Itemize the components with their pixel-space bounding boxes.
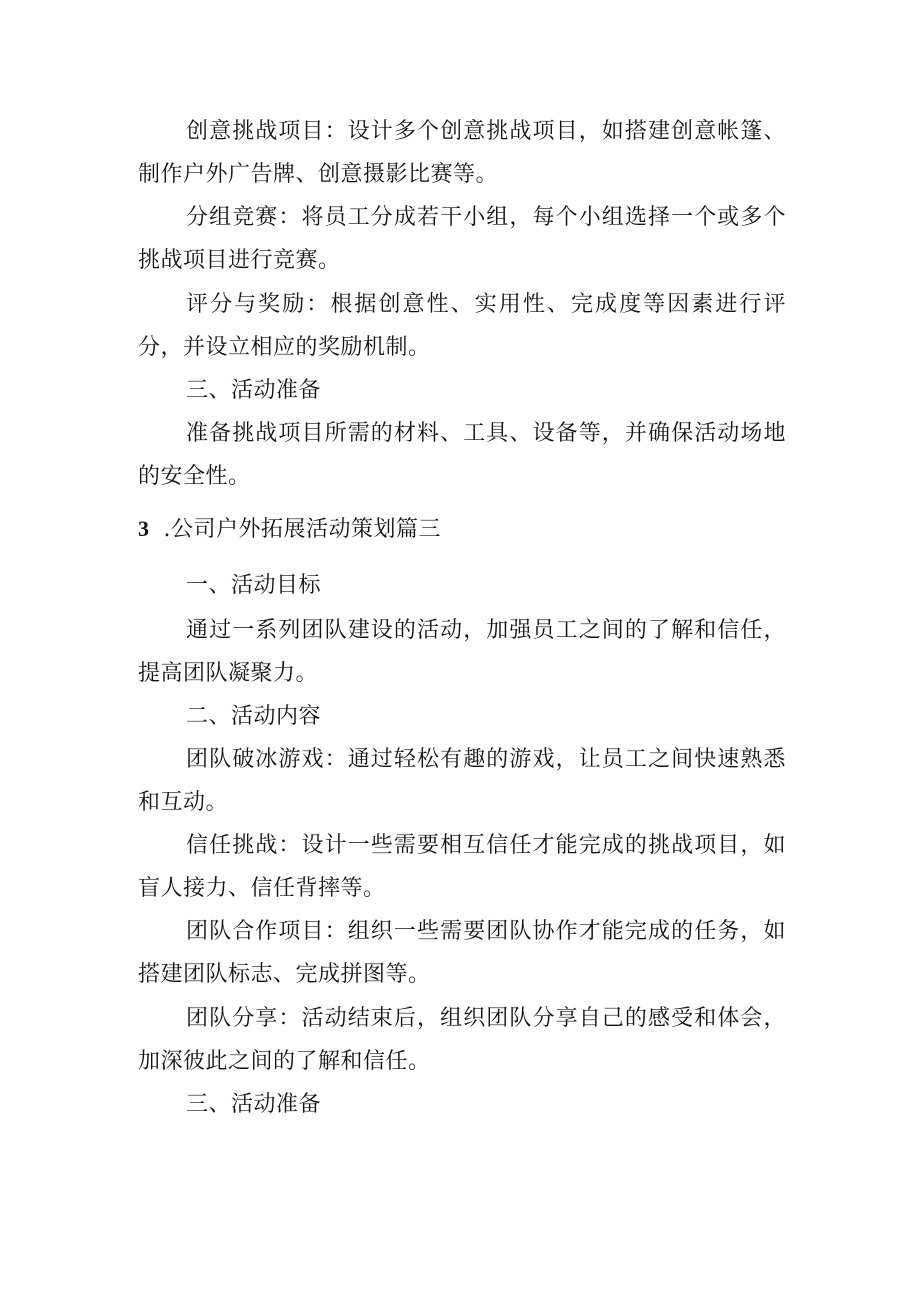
section-title: .公司户外拓展活动策划篇三 <box>163 517 441 542</box>
paragraph-preparation-materials: 准备挑战项目所需的材料、工具、设备等，并确保活动场地的安全性。 <box>138 421 786 489</box>
paragraph-creative-challenge: 创意挑战项目：设计多个创意挑战项目，如搭建创意帐篷、制作户外广告牌、创意摄影比赛等。 <box>138 119 786 187</box>
section-heading <box>138 507 441 551</box>
heading-activity-preparation-2: 三、活动准备 <box>186 1092 322 1117</box>
paragraph-team-sharing: 团队分享：活动结束后，组织团队分享自己的感受和体会，加深彼此之间的了解和信任。 <box>138 1006 786 1074</box>
paragraph-icebreaker: 团队破冰游戏：通过轻松有趣的游戏，让员工之间快速熟悉和互动。 <box>138 747 786 815</box>
heading-activity-preparation: 三、活动准备 <box>186 378 322 403</box>
paragraph-team-project: 团队合作项目：组织一些需要团队协作才能完成的任务，如搭建团队标志、完成拼图等。 <box>138 919 786 987</box>
section-number: 3 <box>138 516 150 541</box>
paragraph-trust-challenge: 信任挑战：设计一些需要相互信任才能完成的挑战项目，如盲人接力、信任背摔等。 <box>138 833 786 901</box>
paragraph-scoring-rewards: 评分与奖励：根据创意性、实用性、完成度等因素进行评分，并设立相应的奖励机制。 <box>138 292 786 360</box>
heading-activity-goal: 一、活动目标 <box>186 573 322 598</box>
paragraph-goal-description: 通过一系列团队建设的活动，加强员工之间的了解和信任，提高团队凝聚力。 <box>138 618 786 686</box>
heading-activity-content: 二、活动内容 <box>186 704 322 729</box>
paragraph-group-competition: 分组竞赛：将员工分成若干小组，每个小组选择一个或多个挑战项目进行竞赛。 <box>138 205 786 273</box>
